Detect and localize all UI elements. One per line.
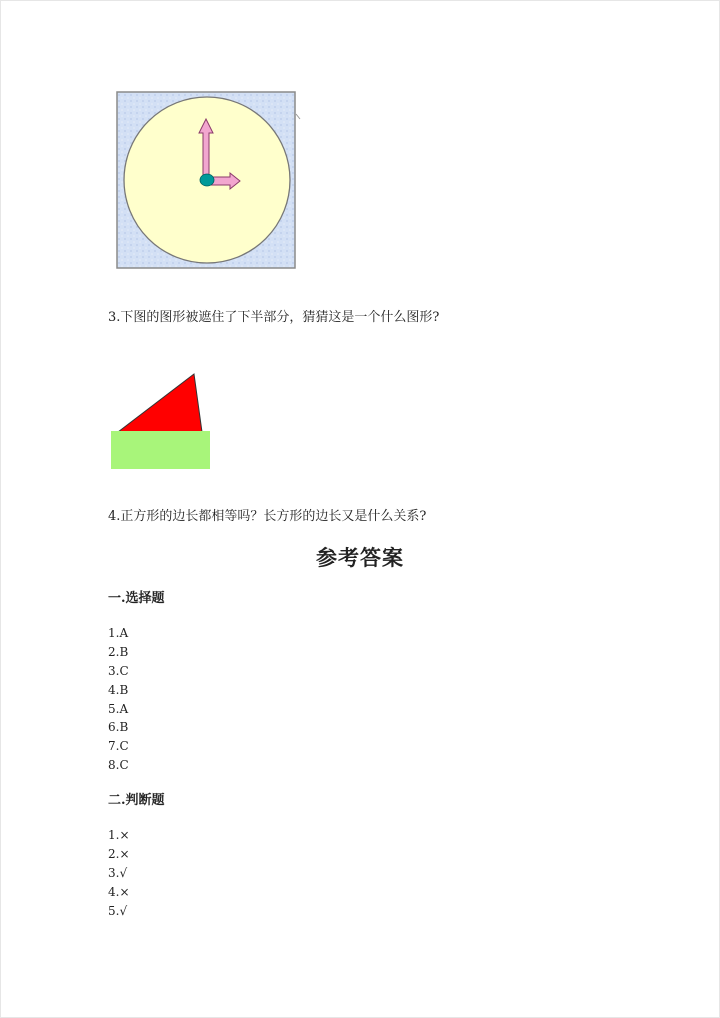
answer-item: 7.C: [108, 739, 129, 754]
answer-item: 3.C: [108, 663, 129, 678]
answer-item: 6.B: [108, 720, 129, 735]
red-triangle: [118, 374, 202, 432]
answer-item: 3.√: [108, 865, 128, 880]
question-3: 3.下图的图形被遮住了下半部分，猜猜这是一个什么图形?: [108, 310, 440, 325]
green-cover-rectangle: [111, 431, 210, 469]
answer-list-choice: [108, 624, 129, 775]
question-4: 4.正方形的边长都相等吗？长方形的边长又是什么关系?: [108, 509, 427, 524]
answer-item: 1.×: [108, 828, 130, 842]
answer-list-judgement: [108, 826, 130, 920]
covered-shape-illustration: [108, 372, 214, 472]
answer-item: 4.×: [108, 884, 130, 899]
clock-illustration: [112, 88, 302, 272]
clock-center: [200, 174, 214, 186]
answer-item: 5.A: [108, 701, 129, 716]
answer-item: 2.B: [108, 644, 129, 659]
section-heading-judgement: 二.判断题: [108, 793, 165, 808]
answer-item: 1.A: [108, 626, 129, 640]
answer-item: 2.×: [108, 846, 130, 861]
section-heading-choice: 一.选择题: [108, 591, 165, 606]
answer-item: 5.√: [108, 903, 128, 918]
answer-item: 8.C: [108, 758, 129, 773]
answer-title: 参考答案: [316, 545, 404, 570]
answer-item: 4.B: [108, 682, 129, 697]
